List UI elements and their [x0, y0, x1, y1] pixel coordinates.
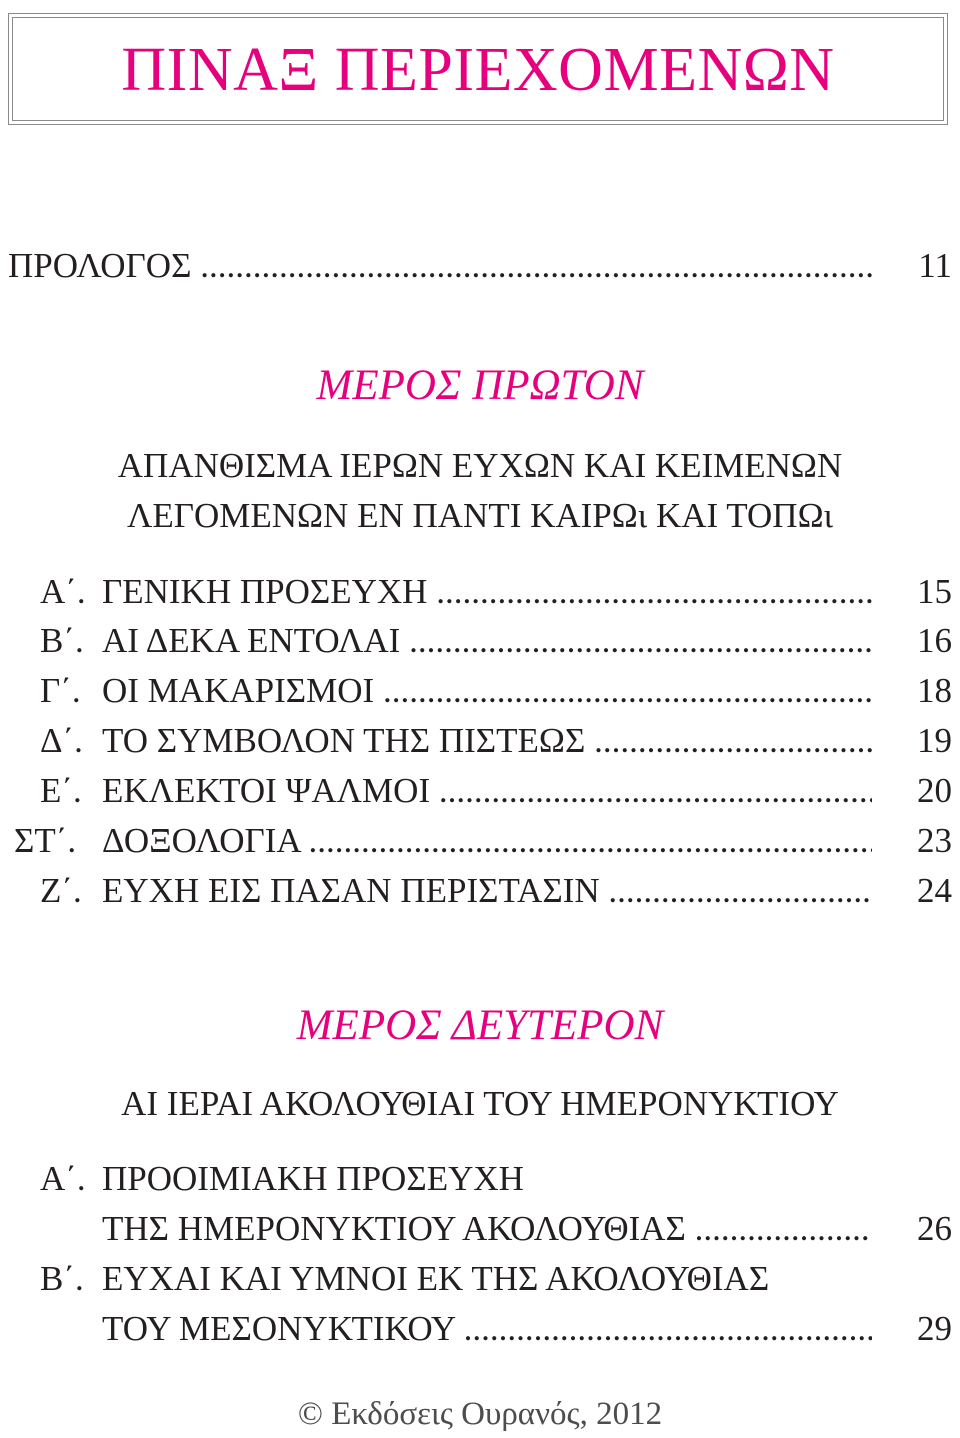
toc-page-number: 24	[917, 871, 952, 910]
toc-page-number: 19	[917, 721, 952, 760]
part-one-subtitle-line1: ΑΠΑΝΘΙΣΜΑ ΙΕΡΩΝ ΕΥΧΩΝ ΚΑΙ ΚΕΙΜΕΝΩΝ	[117, 446, 843, 485]
toc-page-number: 15	[917, 572, 952, 611]
toc-entry-label: ΕΚΛΕΚΤΟΙ ΨΑΛΜΟΙ .....	[102, 767, 872, 815]
toc-page-number: 29	[917, 1309, 952, 1348]
page-title: ΠΙΝΑΞ ΠΕΡΙΕΧΟΜΕΝΩΝ	[121, 36, 835, 104]
toc-page-number: 11	[918, 246, 952, 285]
toc-entry-number: ΣΤ΄.	[14, 821, 77, 860]
toc-entry-number: Ε΄.	[40, 771, 82, 810]
toc-entry-label: ΕΥΧΑΙ ΚΑΙ ΥΜΝΟΙ ΕΚ ΤΗΣ ΑΚΟΛΟΥΘΙΑΣ	[102, 1259, 770, 1298]
toc-entry-label: ΠΡΟΟΙΜΙΑΚΗ ΠΡΟΣΕΥΧΗ	[102, 1159, 524, 1198]
toc-entry-second-line[interactable]	[0, 1205, 960, 1253]
toc-entry-label: ΤΟΥ ΜΕΣΟΝΥΚΤΙΚΟΥ .....	[102, 1305, 872, 1353]
toc-entry-label: ΤΟ ΣΥΜΒΟΛΟΝ ΤΗΣ ΠΙΣΤΕΩΣ .....	[102, 717, 872, 765]
toc-entry-first-line[interactable]	[0, 1155, 960, 1203]
toc-entry-number: Β΄.	[40, 1259, 84, 1298]
toc-entry-number: Α΄.	[40, 572, 86, 611]
toc-entry-number: Ζ΄.	[40, 871, 82, 910]
toc-entry[interactable]	[0, 867, 960, 915]
toc-entry-number: Β΄.	[40, 621, 84, 660]
toc-entry-label: ΕΥΧΗ ΕΙΣ ΠΑΣΑΝ ΠΕΡΙΣΤΑΣΙΝ .....	[102, 867, 872, 915]
toc-page-number: 26	[917, 1209, 952, 1248]
toc-entry-number: Γ΄.	[40, 671, 81, 710]
toc-entry[interactable]	[0, 667, 960, 715]
part-one-heading: ΜΕΡΟΣ ΠΡΩΤΟΝ	[316, 362, 644, 409]
toc-entry-number: Δ΄.	[40, 721, 83, 760]
toc-entry-label: ΔΟΞΟΛΟΓΙΑ .....	[102, 817, 872, 865]
toc-entry-prologue[interactable]	[0, 242, 960, 290]
part-one-subtitle-line2: ΛΕΓΟΜΕΝΩΝ ΕΝ ΠΑΝΤΙ ΚΑΙΡΩι ΚΑΙ ΤΟΠΩι	[127, 496, 833, 535]
toc-page-number: 23	[917, 821, 952, 860]
toc-entry[interactable]	[0, 717, 960, 765]
toc-entry-label: ΠΡΟΛΟΓΟΣ .....	[8, 242, 872, 290]
copyright-footer: © Εκδόσεις Ουρανός, 2012	[297, 1396, 663, 1432]
toc-page-number: 18	[917, 671, 952, 710]
toc-entry[interactable]	[0, 568, 960, 616]
toc-entry[interactable]	[0, 617, 960, 665]
toc-entry-label: ΓΕΝΙΚΗ ΠΡΟΣΕΥΧΗ .....	[102, 568, 872, 616]
title-frame	[8, 13, 948, 125]
toc-entry-second-line[interactable]	[0, 1305, 960, 1353]
toc-page-number: 20	[917, 771, 952, 810]
toc-page-number: 16	[917, 621, 952, 660]
toc-entry[interactable]	[0, 767, 960, 815]
toc-entry-first-line[interactable]	[0, 1255, 960, 1303]
toc-entry[interactable]	[0, 817, 960, 865]
part-two-subtitle: ΑΙ ΙΕΡΑΙ ΑΚΟΛΟΥΘΙΑΙ ΤΟΥ ΗΜΕΡΟΝΥΚΤΙΟΥ	[121, 1084, 839, 1123]
toc-entry-number: Α΄.	[40, 1159, 86, 1198]
part-two-heading: ΜΕΡΟΣ ΔΕΥΤΕΡΟΝ	[296, 1002, 664, 1049]
toc-entry-label: ΑΙ ΔΕΚΑ ΕΝΤΟΛΑΙ .....	[102, 617, 872, 665]
toc-entry-label: ΟΙ ΜΑΚΑΡΙΣΜΟΙ .....	[102, 667, 872, 715]
toc-entry-label: ΤΗΣ ΗΜΕΡΟΝΥΚΤΙΟΥ ΑΚΟΛΟΥΘΙΑΣ .....	[102, 1205, 872, 1253]
